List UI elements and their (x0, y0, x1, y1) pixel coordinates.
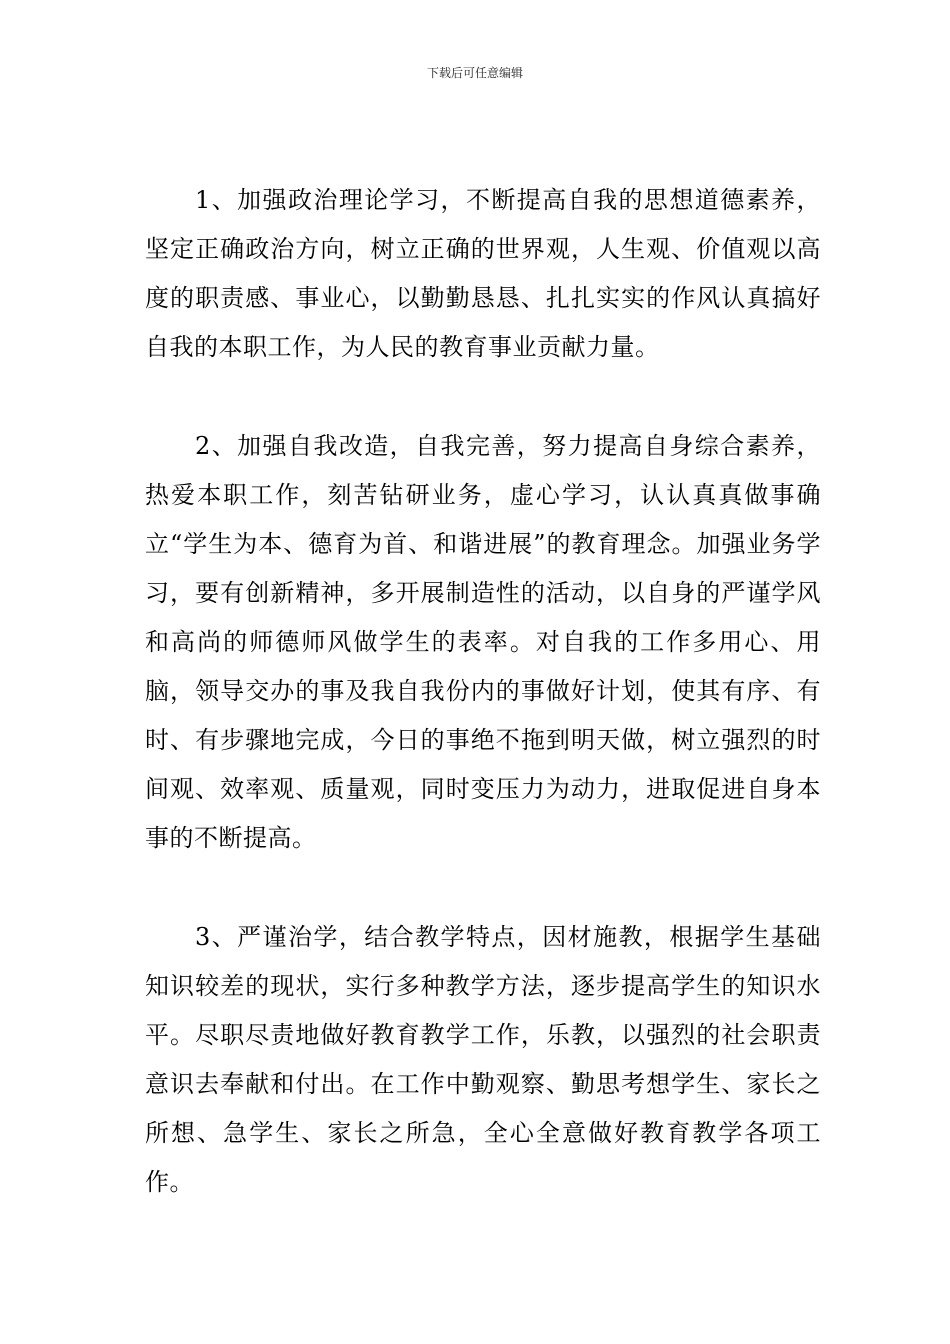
paragraph-2: 2、加强自我改造，自我完善，努力提高自身综合素养，热爱本职工作，刻苦钻研业务，虚心学习，认认真真做事确立“学生为本、德育为首、和谐进展”的教育理念。加强业务学习，要有创新精神，多开展制造性的活动，以自身的严谨学风和高尚的师德师风做学生的表率。对自我的工作多用心、用脑，领导交办的事及我自我份内的事做好计划，使其有序、有时、有步骤地完成，今日的事绝不拖到明天做，树立强烈的时间观、效率观、质量观，同时变压力为动力，进取促进自身本事的不断提高。 (145, 432, 821, 852)
paragraph-3: 3、严谨治学，结合教学特点，因材施教，根据学生基础知识较差的现状，实行多种教学方法，逐步提高学生的知识水平。尽职尽责地做好教育教学工作，乐教，以强烈的社会职责意识去奉献和付出。在工作中勤观察、勤思考想学生、家长之所想、急学生、家长之所急，全心全意做好教育教学各项工作。 (145, 923, 821, 1196)
page-header: 下载后可任意编辑 (426, 66, 523, 80)
paragraph-1: 1、加强政治理论学习，不断提高自我的思想道德素养，坚定正确政治方向，树立正确的世界观，人生观、价值观以高度的职责感、事业心，以勤勤恳恳、扎扎实实的作风认真搞好自我的本职工作，为人民的教育事业贡献力量。 (145, 186, 821, 361)
